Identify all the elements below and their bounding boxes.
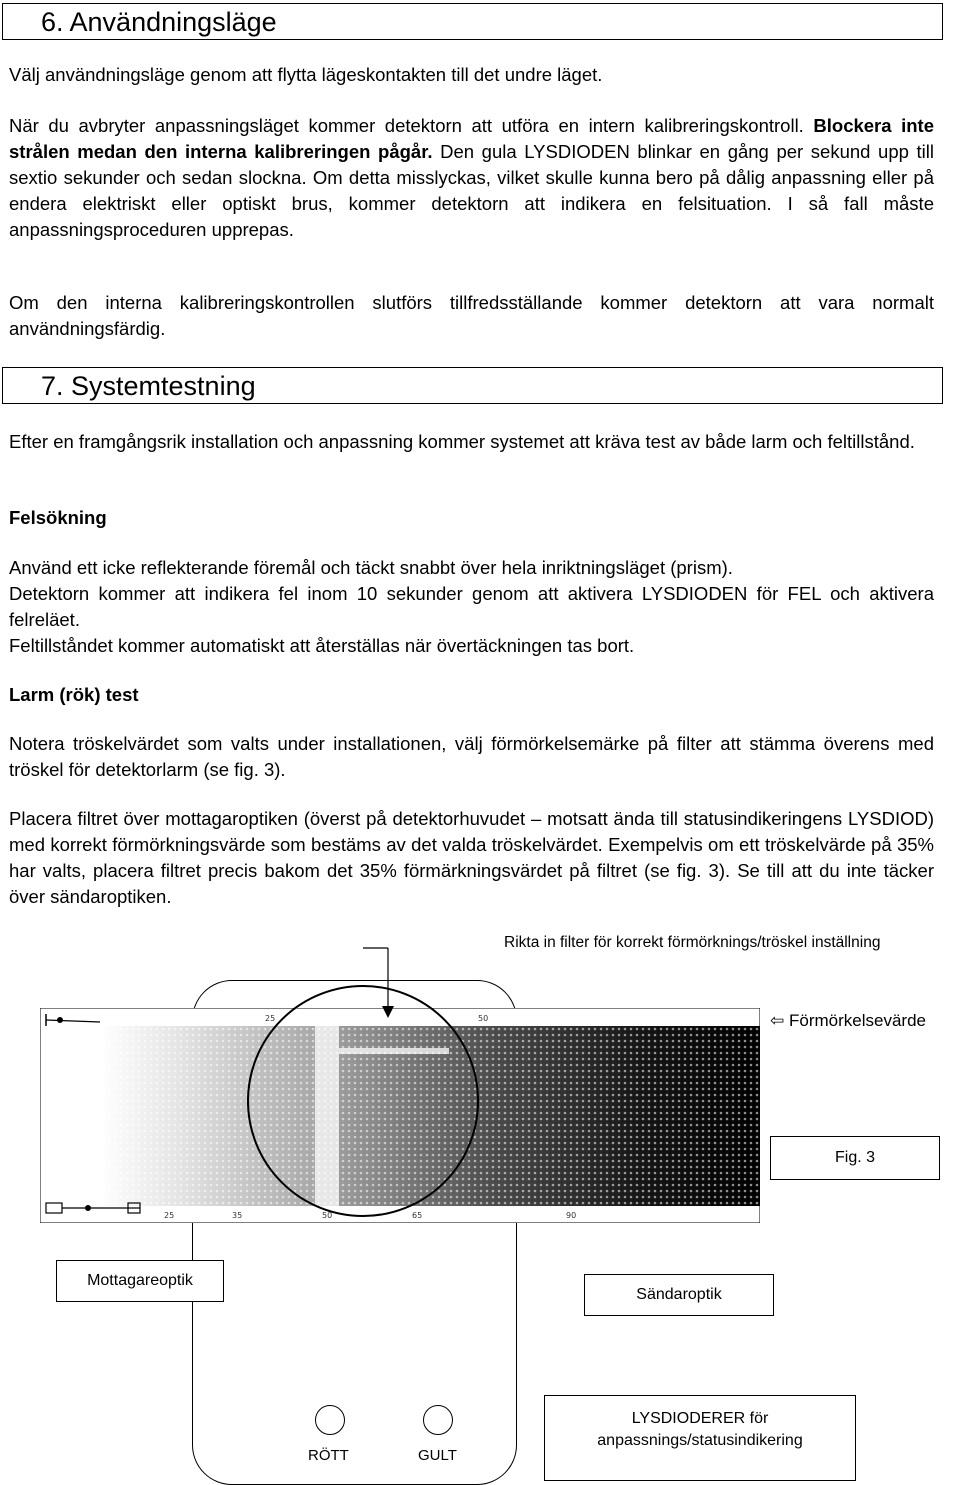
top-scale-label: 50 — [478, 1014, 489, 1023]
yellow-led-label: GULT — [418, 1447, 457, 1464]
paragraph-system-test: Efter en framgångsrik installation och anpassning kommer systemet att kräva test av både larm och feltillstånd. — [9, 431, 915, 452]
calibration-warning: Blockera inte strålen medan den interna kalibreringen pågår. — [9, 115, 934, 162]
fault-test-title: Felsökning — [9, 507, 107, 528]
fault-paragraph-1: Använd ett icke reflekterande föremål och täckt snabbt över hela inriktningsläget (prism). — [9, 557, 733, 578]
transmitter-optic-label: Sändaroptik — [584, 1274, 774, 1316]
yellow-led-icon — [423, 1405, 453, 1435]
callout-arrow — [360, 944, 410, 1024]
calibration-details: Den gula LYSDIODEN blinkar en gång per sekund upp till sextio sekunder och sedan slockna. Om detta misslyckas, vilket skulle kunna bero på dålig anpassning eller på endera elektriskt eller optiskt brus, kommer detektorn att indikera en felsituation. I så fall måste anpassningsproceduren upprepas. — [9, 141, 934, 240]
top-scale-label: 25 — [265, 1014, 276, 1023]
arrow-left-icon: ⇦ — [770, 1011, 785, 1030]
paragraph-calibration — [9, 113, 934, 243]
led-indicator-label: LYSDIODERER för anpassnings/statusindikering — [544, 1395, 856, 1481]
bottom-scale-label: 65 — [412, 1211, 423, 1220]
receiver-optic-label: Mottagareoptik — [56, 1260, 224, 1302]
red-led-icon — [315, 1405, 345, 1435]
paragraph-mode-select: Välj användningsläge genom att flytta lägeskontakten till det undre läget. — [9, 64, 603, 85]
bottom-scale-label: 50 — [322, 1211, 333, 1220]
bottom-scale-label: 90 — [566, 1211, 577, 1220]
red-led-label: RÖTT — [308, 1447, 349, 1464]
alarm-paragraph-2: Placera filtret över mottagaroptiken (överst på detektorhuvudet – motsatt ända till statusindikeringens LYSDIOD) med korrekt förmörkningsvärde som bestäms av det valda tröskelvärdet. Exempelvis om ett tröskelvärde på 35% har valts, placera filtret precis bakom det 35% förmärkningsvärdet på filtret (se fig. 3). Se till att du inte täcker över sändaroptiken. — [9, 808, 934, 907]
bottom-scale-label: 25 — [164, 1211, 175, 1220]
calibration-intro: När du avbryter anpassningsläget kommer detektorn att utföra en intern kalibreringskontroll. — [9, 115, 804, 136]
section-7-heading: 7. Systemtestning — [2, 367, 943, 404]
alarm-paragraph-1: Notera tröskelvärdet som valts under installationen, välj förmörkelsemärke på filter att stämma överens med tröskel för detektorlarm (se fig. 3). — [9, 733, 934, 780]
alarm-test-title: Larm (rök) test — [9, 684, 139, 705]
section-6-heading: 6. Användningsläge — [2, 3, 943, 40]
fault-paragraph-3: Feltillståndet kommer automatiskt att återställas när övertäckningen tas bort. — [9, 635, 635, 656]
paragraph-calibration-complete: Om den interna kalibreringskontrollen slutförs tillfredsställande kommer detektorn att vara normalt användningsfärdig. — [9, 292, 934, 339]
fault-paragraph-2: Detektorn kommer att indikera fel inom 10 sekunder genom att aktivera LYSDIODEN för FEL och aktivera felreläet. — [9, 583, 934, 630]
figure-label: Fig. 3 — [770, 1136, 940, 1180]
bottom-scale-label: 35 — [232, 1211, 243, 1220]
obscuration-value-label: ⇦ Förmörkelsevärde — [770, 1011, 926, 1030]
filter-code: 0209-02 — [716, 1015, 753, 1024]
callout-align-filter: Rikta in filter för korrekt förmörknings/tröskel inställning — [504, 934, 881, 951]
